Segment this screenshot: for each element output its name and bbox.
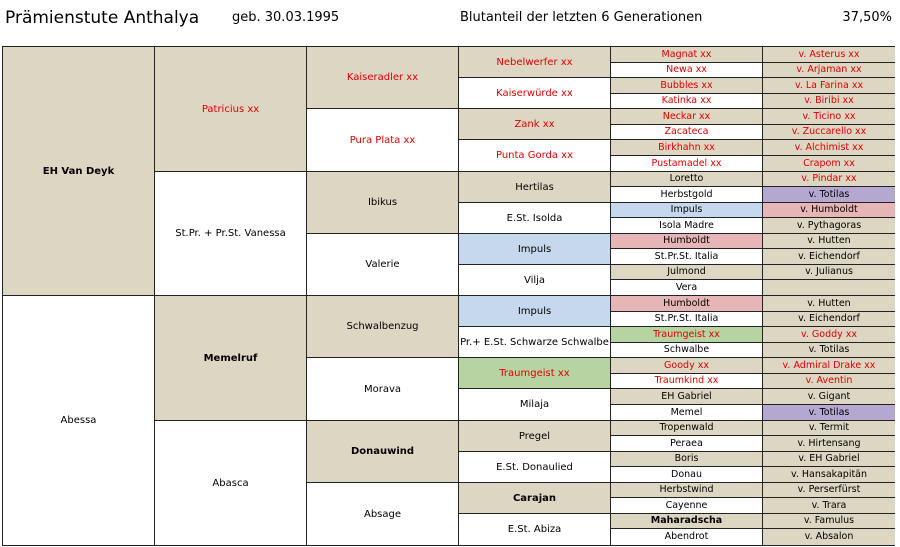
birth-date: geb. 30.03.1995 [232, 10, 340, 25]
pedigree-cell: Kaiserwürde xx [459, 78, 611, 109]
pedigree-cell: Peraea [611, 436, 763, 452]
pedigree-cell: v. Totilas [763, 187, 895, 203]
pedigree-cell: Pura Plata xx [307, 109, 459, 172]
pedigree-cell: Neckar xx [611, 109, 763, 125]
pedigree-cell: Katinka xx [611, 94, 763, 109]
pedigree-cell: Vera [611, 280, 763, 296]
pedigree-cell: Traumgeist xx [611, 327, 763, 343]
pedigree-cell: EH Van Deyk [3, 47, 155, 296]
pedigree-cell: EH Gabriel [611, 389, 763, 405]
pedigree-cell: Morava [307, 358, 459, 421]
pedigree-cell: Tropenwald [611, 421, 763, 436]
pedigree-cell: v. EH Gabriel [763, 452, 895, 467]
pedigree-cell: v. Julianus [763, 265, 895, 280]
pedigree-cell: Donau [611, 467, 763, 483]
pedigree-cell: v. Gigant [763, 389, 895, 405]
pedigree-cell: v. Absalon [763, 529, 895, 545]
pedigree-cell: Abessa [3, 296, 155, 545]
pedigree-cell: Pregel [459, 421, 611, 452]
pedigree-cell: Ibikus [307, 172, 459, 234]
pedigree-table [2, 46, 895, 546]
pedigree-cell: Birkhahn xx [611, 140, 763, 156]
pedigree-cell: v. Alchimist xx [763, 140, 895, 156]
pedigree-cell: v. Hutten [763, 296, 895, 312]
pedigree-cell: Punta Gorda xx [459, 140, 611, 172]
pedigree-cell: Impuls [611, 203, 763, 218]
pedigree-cell: Carajan [459, 483, 611, 514]
pedigree-cell: Abendrot [611, 529, 763, 545]
pedigree-cell: E.St. Isolda [459, 203, 611, 234]
pedigree-cell: Patricius xx [155, 47, 307, 172]
pedigree-cell: Pustamadel xx [611, 156, 763, 172]
pedigree-cell: v. Goddy xx [763, 327, 895, 343]
pedigree-cell: Maharadscha [611, 514, 763, 529]
pedigree-cell: E.St. Abiza [459, 514, 611, 545]
pedigree-cell: v. Hirtensang [763, 436, 895, 452]
pedigree-cell: v. Ticino xx [763, 109, 895, 125]
blood-share-value: 37,50% [842, 10, 892, 25]
pedigree-cell: v. Totilas [763, 343, 895, 358]
pedigree-cell: Donauwind [307, 421, 459, 483]
pedigree-cell: v. Admiral Drake xx [763, 358, 895, 374]
pedigree-cell: v. La Farina xx [763, 78, 895, 94]
pedigree-cell: Abasca [155, 421, 307, 545]
pedigree-cell: Isola Madre [611, 218, 763, 234]
pedigree-cell: St.Pr.St. Italia [611, 249, 763, 265]
pedigree-cell: Schwalbe [611, 343, 763, 358]
pedigree-cell: v. Termit [763, 421, 895, 436]
pedigree-cell: Magnat xx [611, 47, 763, 63]
pedigree-cell: Crapom xx [763, 156, 895, 172]
pedigree-cell: Kaiseradler xx [307, 47, 459, 109]
pedigree-cell [763, 280, 895, 296]
pedigree-cell: Boris [611, 452, 763, 467]
page-title: Prämienstute Anthalya [5, 8, 200, 28]
pedigree-cell: Pr.+ E.St. Schwarze Schwalbe [459, 327, 611, 358]
pedigree-cell: Humboldt [611, 296, 763, 312]
pedigree-cell: Milaja [459, 389, 611, 421]
pedigree-cell: Impuls [459, 234, 611, 265]
pedigree-cell: v. Humboldt [763, 203, 895, 218]
pedigree-cell: Hertilas [459, 172, 611, 203]
pedigree-cell: Vilja [459, 265, 611, 296]
pedigree-cell: Newa xx [611, 63, 763, 78]
pedigree-cell: v. Eichendorf [763, 312, 895, 327]
pedigree-cell: v. Famulus [763, 514, 895, 529]
pedigree-cell: v. Perserfürst [763, 483, 895, 498]
pedigree-cell: Memelruf [155, 296, 307, 421]
pedigree-cell: Goody xx [611, 358, 763, 374]
pedigree-cell: v. Totilas [763, 405, 895, 421]
pedigree-cell: Traumkind xx [611, 374, 763, 389]
pedigree-cell: v. Hansakapitän [763, 467, 895, 483]
pedigree-cell: Bubbles xx [611, 78, 763, 94]
pedigree-cell: St.Pr.St. Italia [611, 312, 763, 327]
pedigree-cell: Cayenne [611, 498, 763, 514]
pedigree-cell: v. Pythagoras [763, 218, 895, 234]
pedigree-cell: St.Pr. + Pr.St. Vanessa [155, 172, 307, 296]
blood-share-label: Blutanteil der letzten 6 Generationen [460, 10, 703, 25]
pedigree-cell: v. Hutten [763, 234, 895, 249]
pedigree-cell: Zank xx [459, 109, 611, 140]
pedigree-cell: v. Biribi xx [763, 94, 895, 109]
pedigree-cell: v. Asterus xx [763, 47, 895, 63]
pedigree-cell: v. Trara [763, 498, 895, 514]
pedigree-cell: v. Zuccarello xx [763, 125, 895, 140]
pedigree-cell: v. Arjaman xx [763, 63, 895, 78]
pedigree-cell: Traumgeist xx [459, 358, 611, 389]
pedigree-cell: v. Pindar xx [763, 172, 895, 187]
pedigree-cell: v. Eichendorf [763, 249, 895, 265]
pedigree-cell: Impuls [459, 296, 611, 327]
pedigree-cell: v. Aventin [763, 374, 895, 389]
pedigree-cell: Zacateca [611, 125, 763, 140]
pedigree-cell: Memel [611, 405, 763, 421]
pedigree-cell: Herbstwind [611, 483, 763, 498]
pedigree-cell: Nebelwerfer xx [459, 47, 611, 78]
pedigree-cell: Loretto [611, 172, 763, 187]
pedigree-cell: Humboldt [611, 234, 763, 249]
pedigree-cell: Julmond [611, 265, 763, 280]
pedigree-cell: Schwalbenzug [307, 296, 459, 358]
pedigree-cell: E.St. Donaulied [459, 452, 611, 483]
pedigree-cell: Absage [307, 483, 459, 545]
pedigree-cell: Herbstgold [611, 187, 763, 203]
pedigree-cell: Valerie [307, 234, 459, 296]
